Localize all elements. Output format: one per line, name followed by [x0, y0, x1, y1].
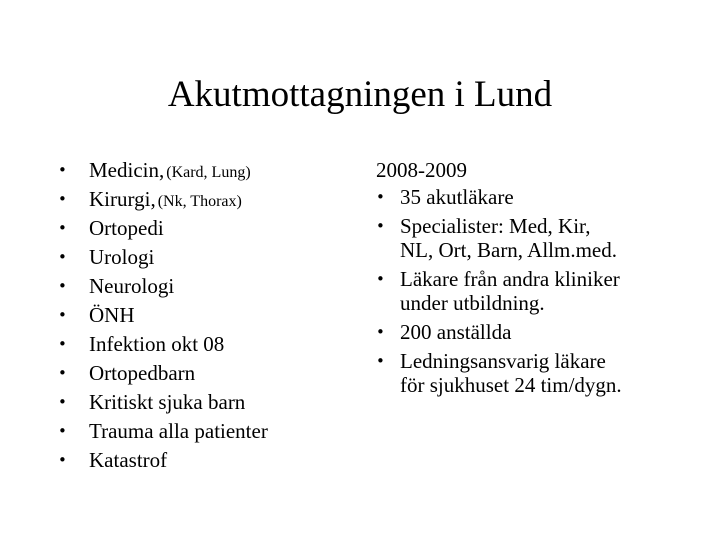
department-name: Katastrof [89, 448, 168, 472]
bullet-icon: • [58, 335, 67, 353]
fact-line: Ledningsansvarig läkare [400, 349, 606, 373]
facts-list [376, 185, 706, 397]
bullet-icon: • [376, 217, 385, 235]
bullet-icon: • [58, 393, 67, 411]
bullet-icon: • [58, 190, 67, 208]
slide-title: Akutmottagningen i Lund [167, 74, 553, 115]
bullet-icon: • [58, 219, 67, 237]
department-name: ÖNH [89, 303, 135, 327]
fact-line: för sjukhuset 24 tim/dygn. [400, 373, 622, 397]
bullet-icon: • [58, 306, 67, 324]
department-name: Kritiskt sjuka barn [89, 390, 246, 414]
fact-item [376, 320, 706, 344]
fact-item [376, 349, 706, 397]
fact-line: 35 akutläkare [400, 185, 514, 209]
fact-item [376, 267, 706, 315]
fact-line: 200 anställda [400, 320, 512, 344]
facts-column [376, 156, 706, 402]
facts-heading: 2008-2009 [376, 158, 467, 182]
bullet-icon: • [58, 422, 67, 440]
bullet-icon: • [58, 248, 67, 266]
department-name: Ortopedi [89, 216, 164, 240]
bullet-icon: • [58, 364, 67, 382]
fact-line: under utbildning. [400, 291, 545, 315]
bullet-icon: • [376, 188, 385, 206]
department-name: Infektion okt 08 [89, 332, 225, 356]
bullet-icon: • [58, 277, 67, 295]
bullet-icon: • [376, 323, 385, 341]
bullet-icon: • [376, 270, 385, 288]
department-name: Urologi [89, 245, 155, 269]
fact-item [376, 185, 706, 209]
bullet-icon: • [58, 161, 67, 179]
department-name: Ortopedbarn [89, 361, 196, 385]
department-name: Kirurgi, [89, 187, 156, 211]
department-subunits: (Kard, Lung) [166, 164, 251, 181]
department-name: Neurologi [89, 274, 175, 298]
fact-line: NL, Ort, Barn, Allm.med. [400, 238, 617, 262]
fact-line: Läkare från andra kliniker [400, 267, 620, 291]
bullet-icon: • [376, 352, 385, 370]
fact-line: Specialister: Med, Kir, [400, 214, 591, 238]
bullet-icon: • [58, 451, 67, 469]
fact-item [376, 214, 706, 262]
department-subunits: (Nk, Thorax) [157, 193, 242, 210]
department-name: Trauma alla patienter [89, 419, 268, 443]
department-name: Medicin, [89, 158, 165, 182]
